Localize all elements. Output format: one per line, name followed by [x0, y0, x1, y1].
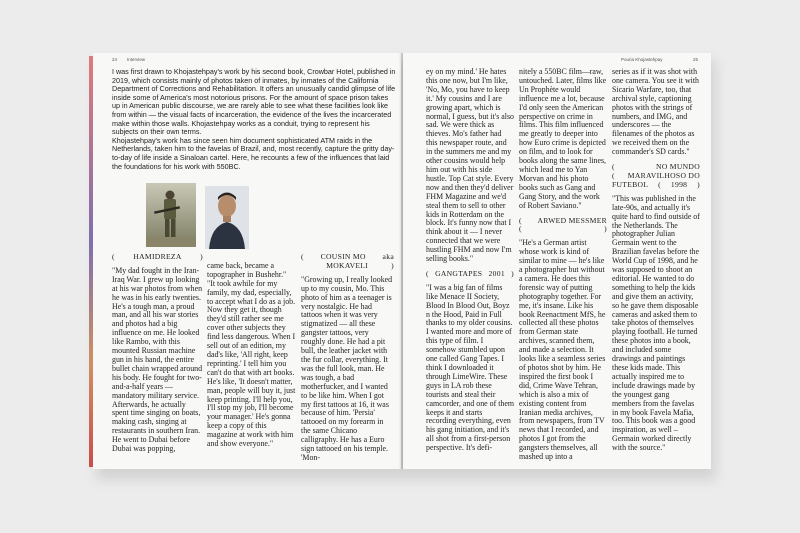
right-column-1 — [426, 68, 514, 453]
label-mokaveli: MOKAVELI ) — [326, 260, 394, 270]
label-arwed-close: ( ) — [519, 224, 607, 234]
intro-paragraph-2: Khojastehpay's work has since seen him document sophisticated ATM raids in the Netherlands, taken him to the favelas of Brazil, and, most recently, capture the gritty day-to-day of life inside a Sinaloan cartel. Here, he recounts a few of the influences that laid the foundations for his work with 550BC. — [112, 135, 395, 171]
arwed-messmer-text-continued: series as if it was shot with one camera. You see it with Sicario Warfare, too, that archival style, captioning photos with the strings of numbers, and IMG, and underscores — the filenames of the photos as we received them on the commander's SD cards." — [612, 67, 699, 157]
right-column-3 — [612, 68, 700, 453]
left-column-3 — [301, 253, 394, 463]
cousin-mo-text-continued: ey on my mind.' He hates this one now, but I'm like, 'No, Mo, you have to keep it.' My cousins and I are growing apart, which is normal, I guess, but it's also sad. We were thick as thieves. Mo's father had this newspaper route, and in the summers me and my other cousins would help him out with his side hustle. Top Cat style. Every now and then they'd deliver FHM Magazine and we'd steal them to sell to other kids in Rotterdam on the block. It's funny now that I think about it — I never connected that we were hustling FHM and now I'm selling books." — [426, 67, 514, 264]
right-page — [403, 53, 711, 469]
label-gangtapes: ( GANGTAPES 2001 ) — [426, 268, 514, 278]
gangtapes-text-continued: nitely a 550BC film—raw, untouched. Later, films like Un Prophète would influence me a lot, because I'd only seen the American perspective on crime in films. This film influenced me greatly to deeper into how Euro crime is depicted on film, and to look for books along the same lines, which lead me to Yan Morvan and his photo books such as Gang and Gang Story, and the work of Robert Saviano." — [519, 67, 607, 210]
left-column-1 — [112, 253, 203, 454]
left-page — [93, 53, 401, 469]
left-column-2 — [207, 253, 296, 449]
label-no-mundo: ( NO MUNDO — [612, 162, 700, 172]
no-mundo-text: "This was published in the late-90s, and actually it's quite hard to find outside of the Netherlands. The photographer Julian Germain went to the Brazilian favelas before the World Cup of 1998, and he was supposed to shoot an editorial. He wanted to do something to help the kids and give them an activity, so he gave them disposable cameras and asked them to take photos of themselves playing football. He turned these photos into a book, and included some drawings and paintings these kids made. This actually inspired me to include drawings made by the youngest gang members from the favelas in my book Favela Mafia, too. This book was a good inspiration, as well – Germain worked directly with the source." — [612, 193, 700, 453]
gangtapes-text: "I was a big fan of films like Menace II Society, Blood In Blood Out, Boyz n the Hood, Paid in Full thanks to my older cousins. I wanted more and more of this type of film. I somehow stumbled upon one called Gang Tapes. I think I downloaded it through LimeWire. These guys in LA rob these tourists and steal their camcorder, and one of them keeps it and starts recording everything, even his gang initiation, and it's all shot from a first-person perspective. It's defi- — [426, 282, 514, 453]
cousin-mo-text: "Growing up, I really looked up to my cousin, Mo. This photo of him as a teenager is very nostalgic. He had tattoos when it was very stigmatized — all these gangster tattoos, very roughly done. He had a pit bull, the leather jacket with the fur collar, everything. It was the full look, man. He was tough, a bad motherfucker, and I wanted to be like him. When I got my first tattoos at 16, it was because of him. 'Persia' tattooed on my forearm in the same Chicano calligraphy. He has a Euro sign tattooed on his temple. 'Mon- — [301, 274, 393, 462]
label-cousin-mo: ( COUSIN MO aka — [301, 252, 394, 261]
portrait-figure-icon — [205, 186, 249, 249]
left-folio: 24 — [112, 57, 118, 62]
soldier-photo — [146, 183, 196, 247]
right-column-2 — [519, 68, 607, 462]
label-futebol: FUTEBOL ( 1998 ) — [612, 179, 700, 189]
right-folio: 25 — [693, 57, 699, 62]
label-hamidreza: ( HAMIDREZA ) — [112, 252, 203, 261]
father-text: came back, became a topographer in Bushehr." "It took awhile for my family, my dad, especially, to accept what I do as a job. Now they get it, though they'd still rather see me cover other subjects they find less dangerous. When I sell out of an edition, my dad's like, 'All right, keep reprinting.' I tell him you can't do that with art books. He's like, 'It doesn't matter, man, people will buy it, just keep printing. I'll help you, I'll stop my job, I'll become your manager.' He's gonna keep a copy of this magazine at work with him and show everyone." — [207, 260, 296, 449]
intro-paragraph-1: I was first drawn to Khojastehpay's work by his second book, Crowbar Hotel, published in 2019, which consists mainly of photos taken of inmates, by inmates of the California Department of Corrections and Rehabilitation. It offers an unusually candid glimpse of life inside some of America's most notorious prisons. For the amount of space prison takes up in American public discourse, we are rarely able to see what these facilities look like from within — the visual facts of incarceration, the evidence of the lives the incarcerated make within those walls. Khojastehpay works as a conduit, trying to represent his subjects on their own terms. — [112, 67, 396, 137]
label-maravilhoso: ( MARAVILHOSO DO — [612, 170, 700, 180]
portrait-photo — [205, 186, 249, 249]
soldier-figure-icon — [146, 183, 196, 247]
right-running-head: Pouria Khojastehpay — [621, 57, 663, 62]
intro-paragraphs — [112, 68, 396, 171]
arwed-messmer-text: "He's a German artist whose work is kind of similar to mine — he's like a photographer but without a camera. He does this forensic way of putting photography together. For me, it's insane. Like his book Reenactment MfS, he collected all these photos from German state archives, scanned them, and made a selection. It looks like a seamless series of photos shot by him. He inspired the first book I did, Crime Wave Tehran, which is also a mix of existing content from Iranian media archives, from newspapers, from TV news that I recorded, and photos I got from the gangsters themselves, all mashed up into a — [519, 238, 606, 462]
hamidreza-text: "My dad fought in the Iran-Iraq War. I grew up looking at his war photos from when he was in his early twenties. He's a tough man, a proud man, and all his war stories and photos had a big influence on me. He looked like Rambo, with this mounted Russian machine gun in his hand, the entire bullet chain wrapped around his body. He fought for two-and-a-half years — mandatory military service. Afterwards, he actually spent time singing on boats, making cash, singing at restaurants in southern Iran. He went to Dubai before Dubai was popping, — [112, 265, 203, 454]
left-running-head: Interview — [127, 57, 146, 62]
label-arwed-messmer: ( ARWED MESSMER — [519, 215, 607, 225]
